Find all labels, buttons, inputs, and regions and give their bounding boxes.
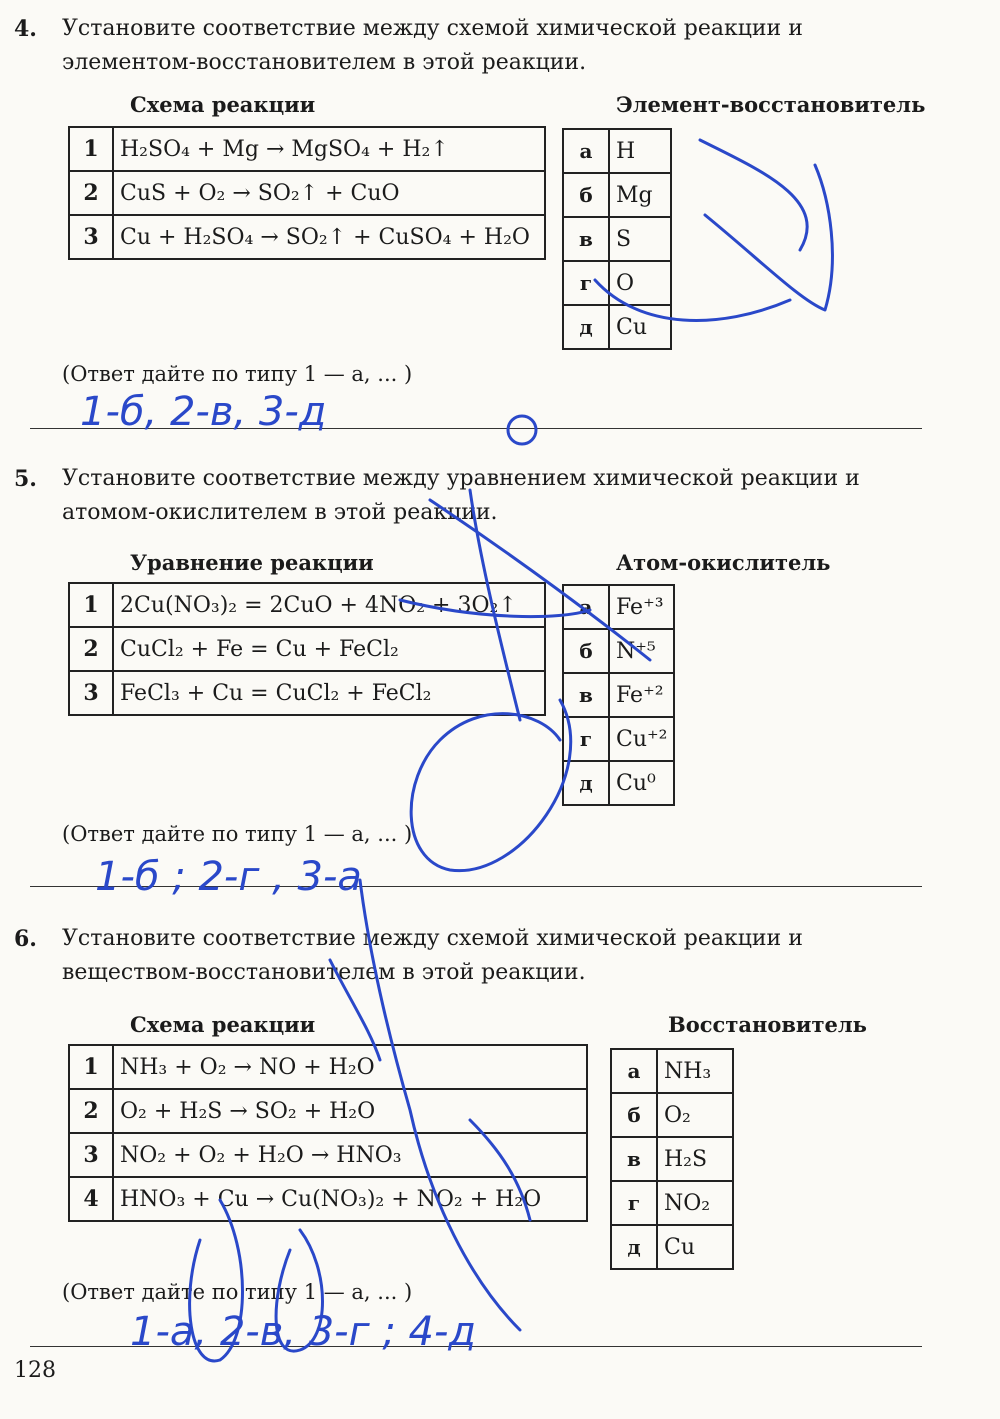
loop-stroke (411, 700, 571, 871)
option-value: Fe⁺³ (609, 585, 674, 629)
task-text: Установите соответствие между схемой химической реакции и элементом-восстановителем в этой реакции. (62, 16, 803, 75)
row-key: 2 (69, 627, 113, 671)
reaction-table (68, 1044, 588, 1222)
option-value: NO₂ (657, 1181, 733, 1225)
row-key: 3 (69, 215, 113, 259)
option-value: Cu (609, 305, 671, 349)
row-key: 2 (69, 171, 113, 215)
option-key: б (611, 1093, 657, 1137)
table-row (611, 1137, 733, 1181)
row-formula: NO₂ + O₂ + H₂O → HNO₃ (113, 1133, 587, 1177)
table-row (69, 127, 545, 171)
option-value: H (609, 129, 671, 173)
table-row (69, 215, 545, 259)
row-formula: HNO₃ + Cu → Cu(NO₃)₂ + NO₂ + H₂O (113, 1177, 587, 1221)
check-stroke (700, 140, 807, 250)
table-row (563, 761, 674, 805)
left-column-header: Схема реакции (130, 1012, 316, 1037)
task-text: Установите соответствие между схемой химической реакции и веществом-восстановителем в этой реакции. (62, 926, 803, 985)
left-column-header: Схема реакции (130, 92, 316, 117)
row-formula: NH₃ + O₂ → NO + H₂O (113, 1045, 587, 1089)
table-row (563, 673, 674, 717)
table-row (563, 129, 671, 173)
option-key: г (563, 261, 609, 305)
table-row (563, 717, 674, 761)
left-column-header: Уравнение реакции (130, 550, 374, 575)
option-value: Cu⁰ (609, 761, 674, 805)
page-number: 128 (14, 1358, 56, 1383)
option-value: N⁺⁵ (609, 629, 674, 673)
row-key: 1 (69, 127, 113, 171)
option-key: в (563, 217, 609, 261)
right-column-header: Атом-окислитель (616, 550, 831, 575)
handwritten-answer-5: 1-б ; 2-г , 3-а (95, 854, 362, 900)
table-row (611, 1049, 733, 1093)
row-formula: 2Cu(NO₃)₂ = 2CuO + 4NO₂ + 3O₂↑ (113, 583, 545, 627)
option-key: б (563, 629, 609, 673)
table-row (563, 305, 671, 349)
option-value: Cu⁺² (609, 717, 674, 761)
table-row (563, 261, 671, 305)
row-key: 3 (69, 1133, 113, 1177)
task-number: 5. (14, 466, 37, 492)
row-formula: O₂ + H₂S → SO₂ + H₂O (113, 1089, 587, 1133)
option-value: NH₃ (657, 1049, 733, 1093)
right-column-header: Восстановитель (668, 1012, 867, 1037)
option-key: в (611, 1137, 657, 1181)
answer-hint: (Ответ дайте по типу 1 — а, ... ) (62, 362, 413, 386)
option-value: Fe⁺² (609, 673, 674, 717)
answer-line (30, 428, 922, 429)
row-formula: Cu + H₂SO₄ → SO₂↑ + CuSO₄ + H₂O (113, 215, 545, 259)
option-value: S (609, 217, 671, 261)
handwritten-answer-6: 1-а, 2-в, 3-г ; 4-д (130, 1309, 477, 1355)
option-value: Mg (609, 173, 671, 217)
option-key: д (563, 305, 609, 349)
handwritten-answer-4: 1-б, 2-в, 3-д (80, 389, 327, 435)
answer-hint: (Ответ дайте по типу 1 — а, ... ) (62, 1280, 413, 1304)
table-row (563, 629, 674, 673)
table-row (69, 1045, 587, 1089)
table-row (69, 1133, 587, 1177)
option-value: H₂S (657, 1137, 733, 1181)
option-key: а (611, 1049, 657, 1093)
option-key: в (563, 673, 609, 717)
option-table (562, 128, 672, 350)
row-formula: FeCl₃ + Cu = CuCl₂ + FeCl₂ (113, 671, 545, 715)
table-row (69, 1089, 587, 1133)
option-key: д (611, 1225, 657, 1269)
option-key: б (563, 173, 609, 217)
right-column-header: Элемент-восстановитель (616, 92, 926, 117)
table-row (611, 1093, 733, 1137)
task-number: 4. (14, 16, 37, 42)
row-key: 4 (69, 1177, 113, 1221)
option-table (610, 1048, 734, 1270)
option-value: O₂ (657, 1093, 733, 1137)
row-formula: CuCl₂ + Fe = Cu + FeCl₂ (113, 627, 545, 671)
answer-line (30, 1346, 922, 1347)
option-key: а (563, 129, 609, 173)
option-key: д (563, 761, 609, 805)
answer-line (30, 886, 922, 887)
task-number: 6. (14, 926, 37, 952)
table-row (69, 671, 545, 715)
task-text: Установите соответствие между уравнением химической реакции и атомом-окислителем в этой реакции. (62, 466, 860, 525)
row-key: 2 (69, 1089, 113, 1133)
row-formula: H₂SO₄ + Mg → MgSO₄ + H₂↑ (113, 127, 545, 171)
option-key: а (563, 585, 609, 629)
option-key: г (611, 1181, 657, 1225)
option-value: O (609, 261, 671, 305)
option-table (562, 584, 675, 806)
table-row (611, 1225, 733, 1269)
table-row (563, 173, 671, 217)
reaction-table (68, 126, 546, 260)
row-key: 1 (69, 583, 113, 627)
table-row (69, 583, 545, 627)
table-row (563, 217, 671, 261)
answer-hint: (Ответ дайте по типу 1 — а, ... ) (62, 822, 413, 846)
option-value: Cu (657, 1225, 733, 1269)
table-row (69, 627, 545, 671)
reaction-table (68, 582, 546, 716)
table-row (69, 171, 545, 215)
check-stroke (705, 165, 832, 310)
table-row (69, 1177, 587, 1221)
circle-mark (508, 416, 536, 444)
row-key: 1 (69, 1045, 113, 1089)
table-row (563, 585, 674, 629)
table-row (611, 1181, 733, 1225)
row-key: 3 (69, 671, 113, 715)
row-formula: CuS + O₂ → SO₂↑ + CuO (113, 171, 545, 215)
option-key: г (563, 717, 609, 761)
